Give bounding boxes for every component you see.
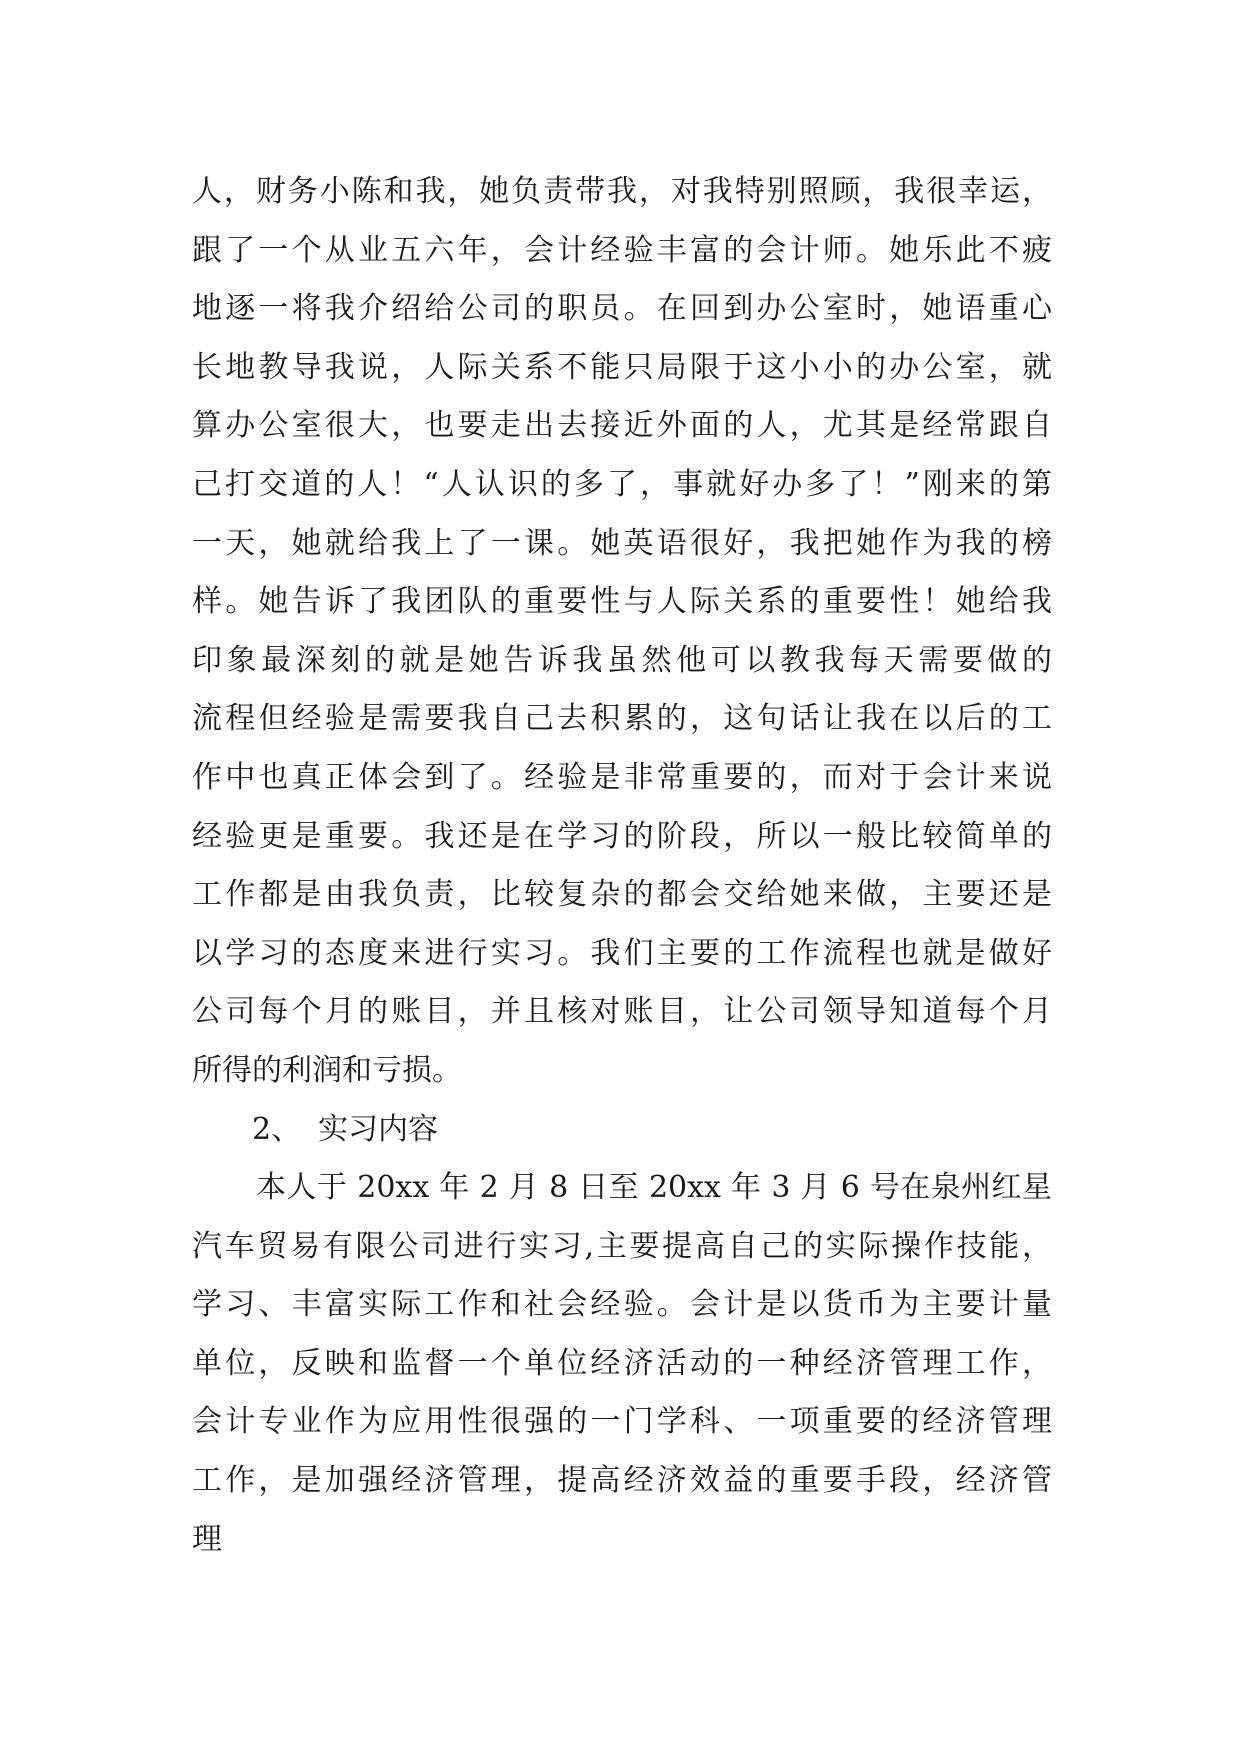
text-line: 算办公室很大，也要走出去接近外面的人，尤其是经常跟自: [192, 408, 1052, 444]
text-line: 工作，是加强经济管理，提高经济效益的重要手段，经济管: [192, 1463, 1052, 1499]
body-text: [192, 163, 1052, 1569]
text-line: 单位，反映和监督一个单位经济活动的一种经济管理工作，: [192, 1345, 1052, 1381]
text-line: 理: [192, 1521, 222, 1557]
text-line: 跟了一个从业五六年，会计经验丰富的会计师。她乐此不疲: [192, 232, 1052, 268]
text-line: 地逐一将我介绍给公司的职员。在回到办公室时，她语重心: [192, 291, 1052, 327]
text-line: 学习、丰富实际工作和社会经验。会计是以货币为主要计量: [192, 1287, 1052, 1323]
text-line: 本人于 20xx 年 2 月 8 日至 20xx 年 3 月 6 号在泉州红星: [256, 1170, 1052, 1206]
section-number: 2、: [252, 1111, 302, 1147]
text-line: 工作都是由我负责，比较复杂的都会交给她来做，主要还是: [192, 877, 1052, 913]
text-line: 汽车贸易有限公司进行实习,主要提高自己的实际操作技能，: [192, 1228, 1052, 1264]
text-line: 己打交道的人！“人认识的多了，事就好办多了！”刚来的第: [192, 466, 1052, 502]
section-heading: [192, 1101, 1052, 1160]
text-line: 长地教导我说，人际关系不能只局限于这小小的办公室，就: [192, 349, 1052, 385]
text-line: 经验更是重要。我还是在学习的阶段，所以一般比较简单的: [192, 818, 1052, 854]
text-line: 流程但经验是需要我自己去积累的，这句话让我在以后的工: [192, 701, 1052, 737]
text-line: 作中也真正体会到了。经验是非常重要的，而对于会计来说: [192, 759, 1052, 795]
text-line: 印象最深刻的就是她告诉我虽然他可以教我每天需要做的: [192, 642, 1052, 678]
text-line: 样。她告诉了我团队的重要性与人际关系的重要性！她给我: [192, 584, 1052, 620]
text-line: 以学习的态度来进行实习。我们主要的工作流程也就是做好: [192, 935, 1052, 971]
section-title: 实习内容: [318, 1111, 438, 1147]
text-line: 会计专业作为应用性很强的一门学科、一项重要的经济管理: [192, 1404, 1052, 1440]
text-line: 人，财务小陈和我，她负责带我，对我特别照顾，我很幸运，: [192, 174, 1052, 209]
paragraph-1: [192, 163, 1052, 1101]
text-line: 公司每个月的账目，并且核对账目，让公司领导知道每个月: [192, 994, 1052, 1030]
text-line: 一天，她就给我上了一课。她英语很好，我把她作为我的榜: [192, 525, 1052, 561]
text-line: 所得的利润和亏损。: [192, 1052, 462, 1088]
paragraph-2: [192, 1159, 1052, 1569]
